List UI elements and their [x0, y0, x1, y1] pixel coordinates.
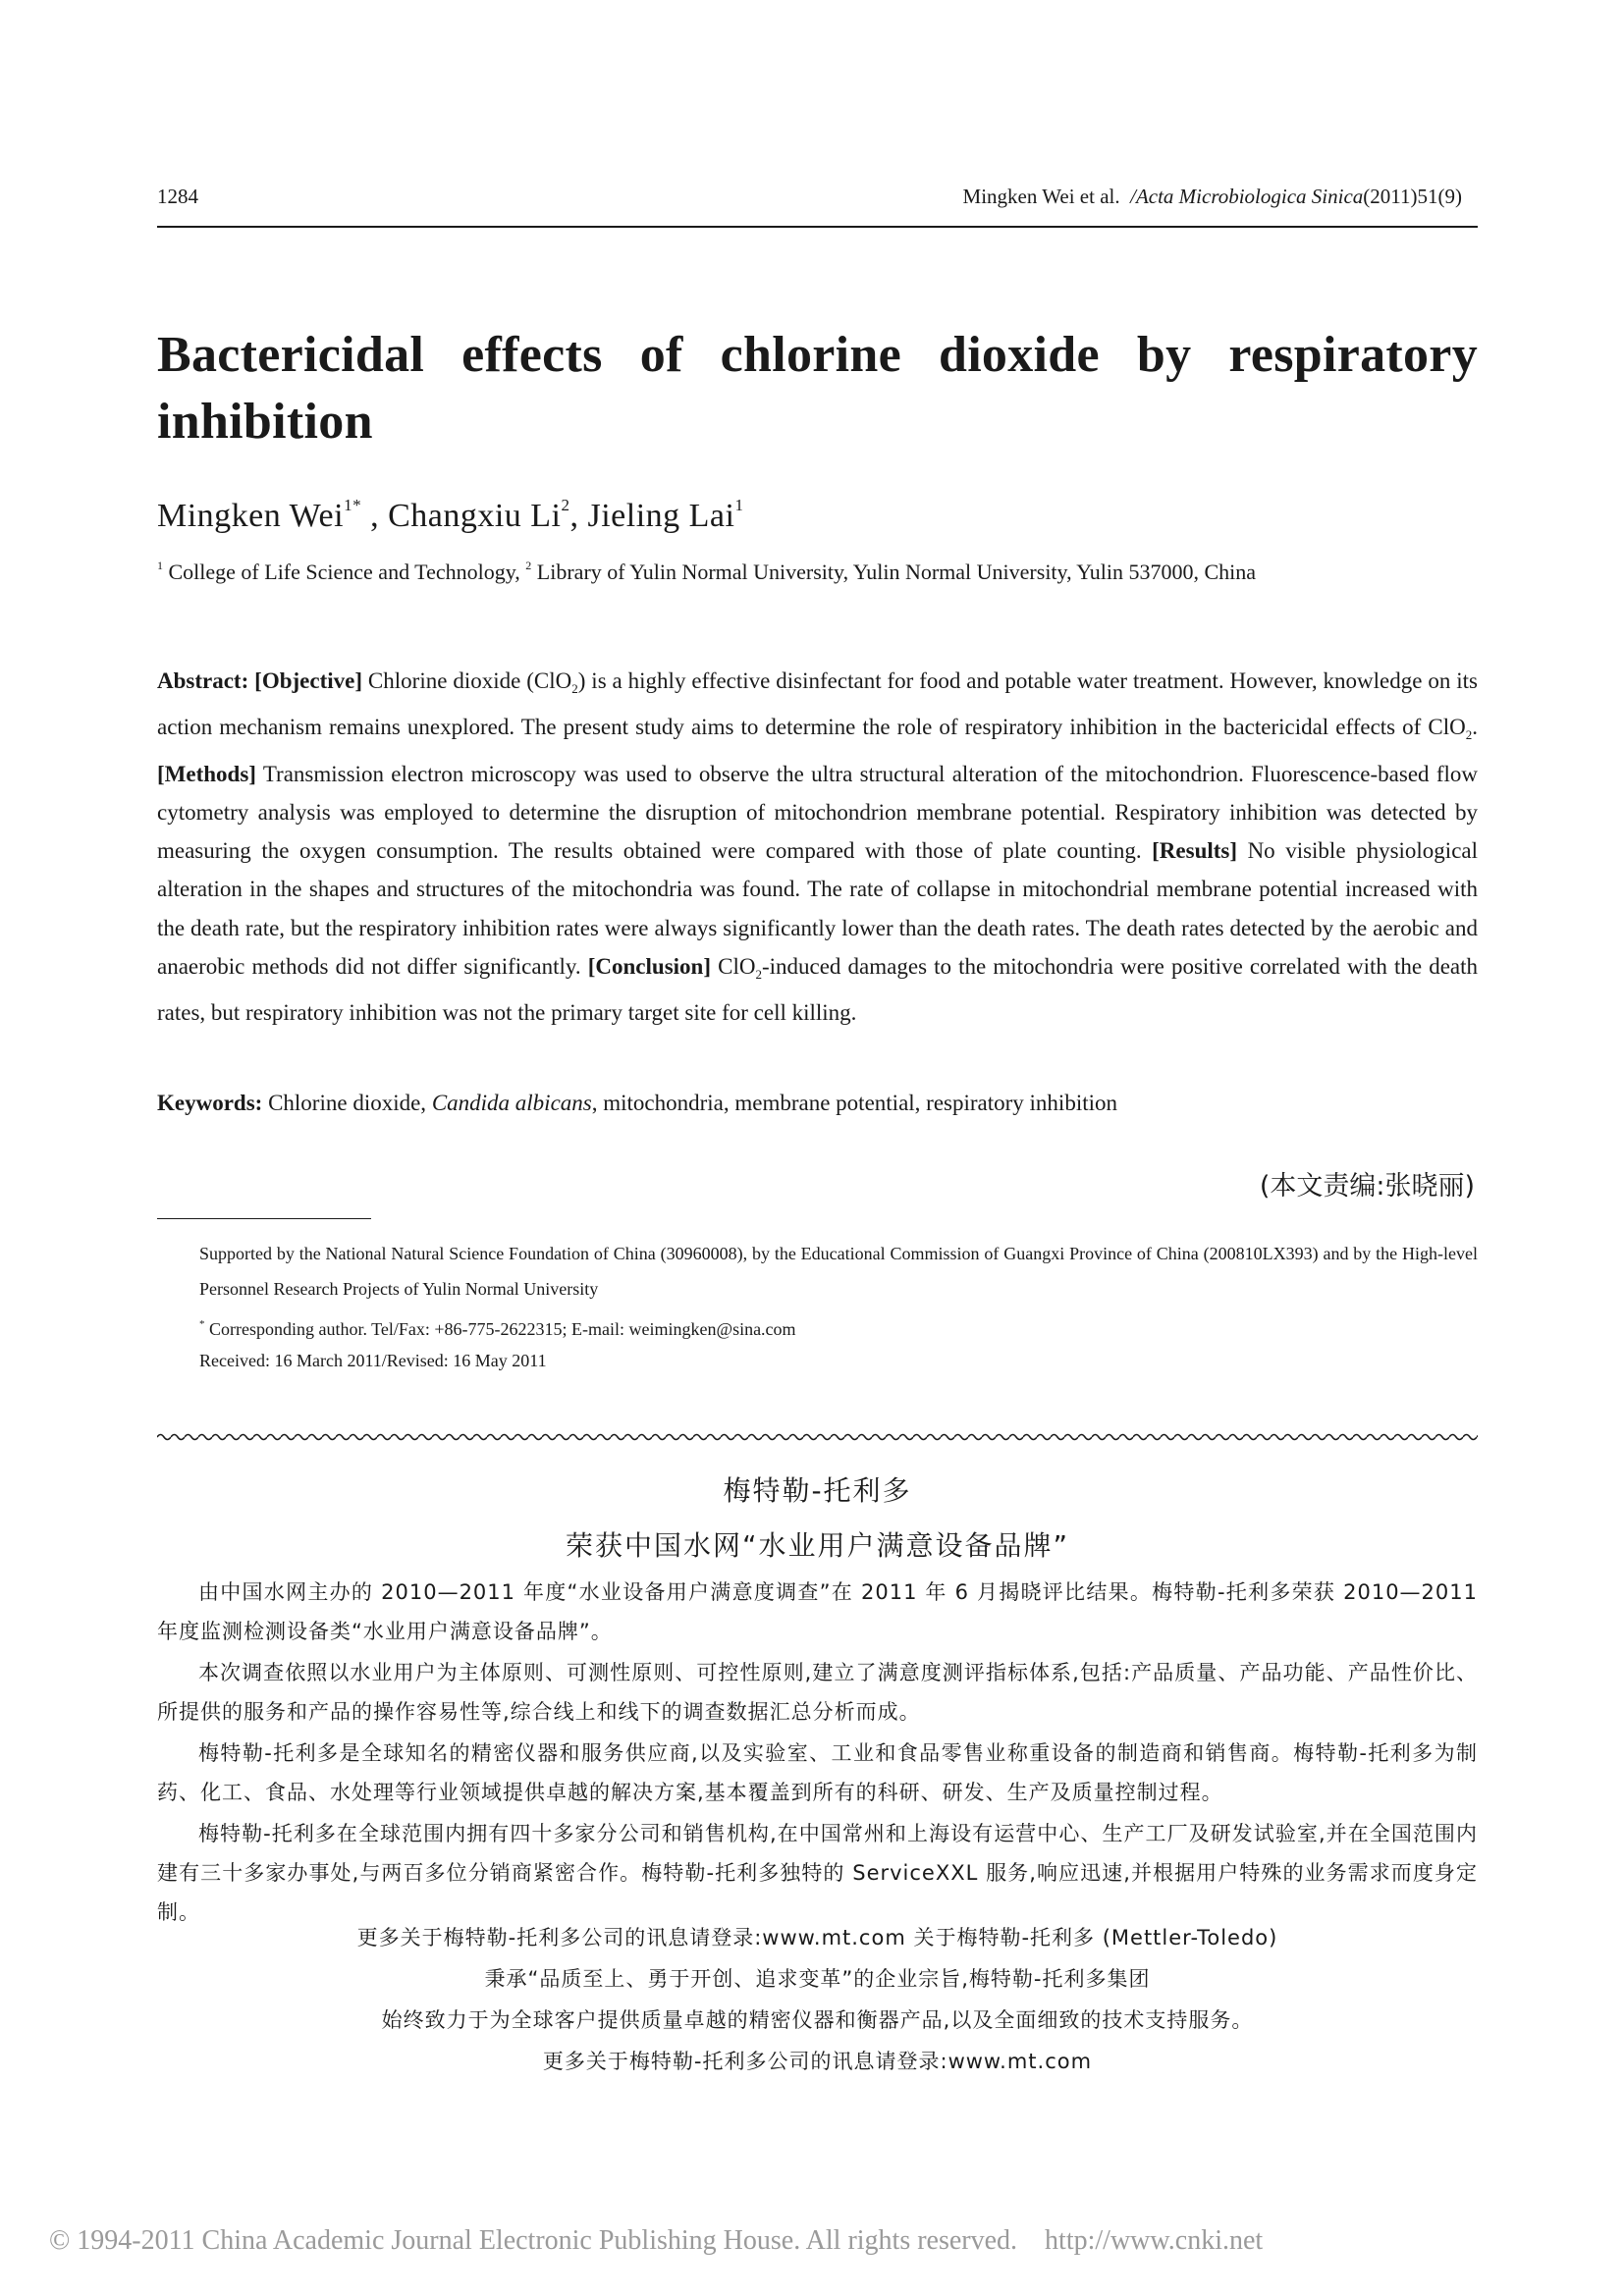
abstract-text: Chlorine dioxide (ClO	[362, 668, 572, 693]
subscript: 2	[1465, 727, 1473, 743]
ad-subtitle: 荣获中国水网“水业用户满意设备品牌”	[565, 1529, 1069, 1562]
affil-mark: 1	[157, 559, 163, 572]
author-name: Mingken Wei	[157, 498, 345, 534]
affil-text: College of Life Science and Technology,	[163, 560, 526, 584]
footnote-rule	[157, 1218, 371, 1219]
ad-paragraph: 梅特勒-托利多在全球范围内拥有四十多家分公司和销售机构,在中国常州和上海设有运营中心、生产工厂及研发试验室,并在全国范围内建有三十多家办事处,与两百多位分销商紧密合作。梅特勒-托利多独特的 ServiceXXL 服务,响应迅速,并根据用户特殊的业务需求而度身定制。	[157, 1822, 1478, 1924]
ad-contact-line: 更多关于梅特勒-托利多公司的讯息请登录:www.mt.com 关于梅特勒-托利多 (Mettler-Toledo)	[356, 1926, 1278, 1949]
footnote-mark: *	[199, 1318, 205, 1330]
keyword-text: , mitochondria, membrane potential, respiratory inhibition	[591, 1091, 1117, 1115]
page-number: 1284	[157, 185, 198, 208]
affiliation	[157, 547, 1478, 591]
abstract-text: Transmission electron microscopy was used to observe the ultra structural alteration of the mitochondrion. Fluorescence-based flow cytometry analysis was employed to determine the disruption of mitochondrion membrane potential. Respiratory inhibition was detected by measuring the oxygen consumption. The results obtained were compared with those of plate counting.	[157, 761, 1478, 864]
author-separator: ,	[361, 498, 389, 534]
abstract-text: No visible physiological alteration in the shapes and structures of the mitochondria was found. The rate of collapse in mitochondrial membrane potential increased with the death rate, but the respiratory inhibition rates were always significantly lower than the death rates. The death rates detected by the aerobic and anaerobic methods did not differ significantly.	[157, 838, 1478, 980]
results-label: [Results]	[1152, 838, 1238, 864]
footnote-received: Received: 16 March 2011/Revised: 16 May 2011	[199, 1351, 547, 1370]
footnote-corresponding	[199, 1307, 1478, 1347]
keywords-label: Keywords:	[157, 1091, 263, 1115]
journal-volume: (2011)51(9)	[1363, 185, 1462, 208]
author-affil-mark: 1*	[344, 496, 362, 514]
keyword-species: Candida albicans	[431, 1091, 592, 1115]
abstract-text: .	[1472, 715, 1478, 740]
abstract	[157, 662, 1478, 1033]
author-name: Jieling Lai	[587, 498, 735, 534]
ad-paragraph: 梅特勒-托利多是全球知名的精密仪器和服务供应商,以及实验室、工业和食品零售业称重设备的制造商和销售商。梅特勒-托利多为制药、化工、食品、水处理等行业领域提供卓越的解决方案,基本覆盖到所有的科研、研发、生产及质量控制过程。	[157, 1741, 1478, 1804]
ad-title: 梅特勒-托利多	[723, 1474, 912, 1507]
subscript: 2	[755, 967, 762, 983]
abstract-label: Abstract:	[157, 668, 249, 693]
affil-text: Library of Yulin Normal University, Yulin Normal University, Yulin 537000, China	[531, 560, 1257, 584]
author-name: Changxiu Li	[388, 498, 562, 534]
editor-note: (本文责编:张晓丽)	[1259, 1171, 1475, 1201]
paper-title: Bactericidal effects of chlorine dioxide by respiratory inhibition	[157, 327, 1478, 450]
abstract-text: ) is a highly effective disinfectant for food and potable water treatment. However, knowledge on its action mechanism remains unexplored. The present study aims to determine the role of respiratory inhibition in the bactericidal effects of ClO	[157, 668, 1479, 740]
author-affil-mark: 2	[561, 496, 570, 514]
objective-label: [Objective]	[254, 668, 363, 693]
abstract-text: ClO	[711, 954, 756, 980]
ad-mission-line: 始终致力于为全球客户提供质量卓越的精密仪器和衡器产品,以及全面细致的技术支持服务。	[381, 2008, 1254, 2032]
author-affil-mark: 1	[734, 496, 744, 514]
author-separator: ,	[569, 498, 588, 534]
abstract-text: -induced damages to the mitochondria were positive correlated with the death rates, but respiratory inhibition was not the primary target site for cell killing.	[157, 954, 1479, 1026]
copyright-notice: © 1994-2011 China Academic Journal Electronic Publishing House. All rights reserved. http://www.cnki.net	[49, 2225, 1264, 2256]
wavy-separator	[157, 1431, 1478, 1443]
running-header-citation	[963, 185, 1462, 209]
keywords	[157, 1084, 1478, 1122]
ad-slogan-line: 秉承“品质至上、勇于开创、追求变革”的企业宗旨,梅特勒-托利多集团	[484, 1967, 1151, 1991]
keyword-text: Chlorine dioxide,	[262, 1091, 432, 1115]
ad-contact-line: 更多关于梅特勒-托利多公司的讯息请登录:www.mt.com	[542, 2050, 1093, 2073]
ad-paragraph: 本次调查依照以水业用户为主体原则、可测性原则、可控性原则,建立了满意度测评指标体系,包括:产品质量、产品功能、产品性价比、所提供的服务和产品的操作容易性等,综合线上和线下的调查数据汇总分析而成。	[157, 1661, 1478, 1724]
citation-authors: Mingken Wei et al.	[962, 185, 1120, 208]
methods-label: [Methods]	[157, 761, 256, 786]
header-rule	[157, 226, 1478, 228]
author-list	[157, 496, 743, 535]
footnote-text: Corresponding author. Tel/Fax: +86-775-2622315; E-mail: weimingken@sina.com	[204, 1319, 796, 1339]
conclusion-label: [Conclusion]	[587, 954, 711, 980]
ad-paragraph: 由中国水网主办的 2010—2011 年度“水业设备用户满意度调查”在 2011 年 6 月揭晓评比结果。梅特勒-托利多荣获 2010—2011 年度监测检测设备类“水业用户满意设备品牌”。	[157, 1580, 1478, 1643]
subscript: 2	[571, 681, 578, 696]
journal-name: /Acta Microbiologica Sinica	[1130, 185, 1364, 208]
footnote-funding: Supported by the National Natural Science Foundation of China (30960008), by the Educational Commission of Guangxi Province of China (200810LX393) and by the High-level Personnel Research Projects of Yulin Normal University	[199, 1244, 1478, 1299]
affil-mark: 2	[525, 559, 532, 572]
